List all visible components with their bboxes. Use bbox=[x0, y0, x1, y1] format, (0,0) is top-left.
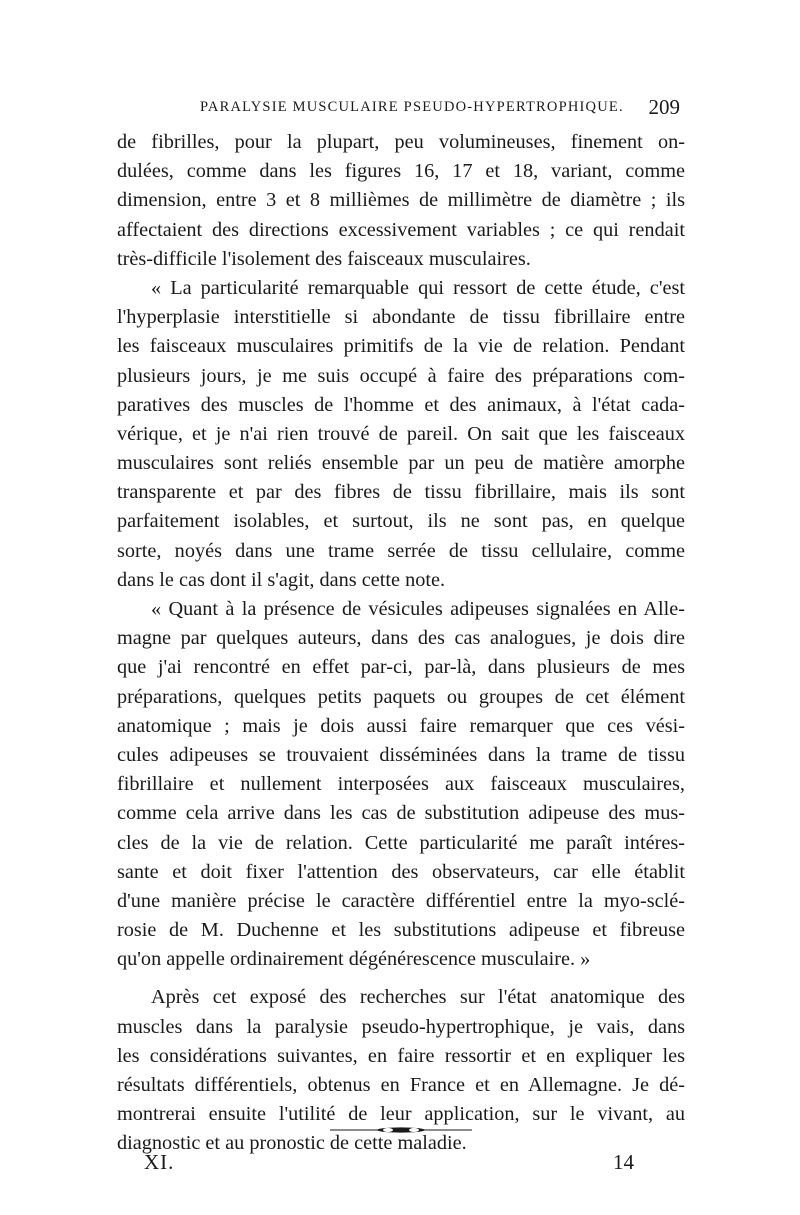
signature-mark: XI. bbox=[144, 1150, 175, 1174]
text-line: très-difficile l'isolement des faisceaux musculaires. bbox=[117, 247, 531, 270]
running-title: PARALYSIE MUSCULAIRE PSEUDO-HYPERTROPHIQUE. bbox=[200, 99, 624, 115]
text-line: résultats différentiels, obtenus en France et en Allemagne. Je dé- bbox=[117, 1074, 685, 1096]
text-line: muscles dans la paralysie pseudo-hypertrophique, je vais, dans bbox=[117, 1015, 685, 1038]
text-line: dans le cas dont il s'agit, dans cette note. bbox=[117, 568, 446, 591]
text-line: que j'ai rencontré en effet par-ci, par-là, dans plusieurs de mes bbox=[117, 656, 685, 679]
paragraph-gap bbox=[117, 974, 685, 983]
text-line: « La particularité remarquable qui ressort de cette étude, c'est bbox=[151, 276, 685, 299]
text-line: anatomique ; mais je dois aussi faire remarquer que ces vési- bbox=[117, 714, 685, 737]
paragraph bbox=[117, 128, 685, 274]
text-line: rosie de M. Duchenne et les substitutions adipeuse et fibreuse bbox=[117, 919, 685, 942]
paragraph bbox=[117, 274, 685, 595]
text-line: Après cet exposé des recherches sur l'état anatomique des bbox=[151, 986, 685, 1009]
text-line: musculaires sont reliés ensemble par un peu de matière amorphe bbox=[117, 452, 685, 475]
text-line: préparations, quelques petits paquets ou groupes de cet élément bbox=[117, 685, 685, 708]
page-number: 209 bbox=[648, 95, 680, 119]
text-line: magne par quelques auteurs, dans des cas analogues, je dois dire bbox=[117, 627, 685, 650]
paragraph bbox=[117, 595, 685, 974]
text-line: de fibrilles, pour la plupart, peu volumineuses, finement on- bbox=[117, 131, 685, 153]
text-line: cles de la vie de relation. Cette particularité me paraît intéres- bbox=[117, 831, 685, 854]
ornamental-rule bbox=[330, 1127, 472, 1133]
text-line: d'une manière précise le caractère différentiel entre la myo-sclé- bbox=[117, 889, 685, 912]
text-line: « Quant à la présence de vésicules adipeuses signalées en Alle- bbox=[151, 598, 685, 620]
text-line: plusieurs jours, je me suis occupé à faire des préparations com- bbox=[117, 364, 685, 387]
text-line: comme cela arrive dans les cas de substitution adipeuse des mus- bbox=[117, 802, 685, 825]
text-line: montrerai ensuite l'utilité de leur application, sur le vivant, au bbox=[117, 1103, 685, 1126]
text-line: fibrillaire et nullement interposées aux faisceaux musculaires, bbox=[117, 773, 685, 796]
body-text bbox=[117, 128, 685, 1159]
text-line: les faisceaux musculaires primitifs de la vie de relation. Pendant bbox=[117, 335, 685, 358]
sheet-number: 14 bbox=[613, 1150, 634, 1174]
text-line: diagnostic et au pronostic de cette maladie. bbox=[117, 1132, 467, 1155]
text-line: paratives des muscles de l'homme et des animaux, à l'état cada- bbox=[117, 393, 685, 416]
text-line: sorte, noyés dans une trame serrée de tissu cellulaire, comme bbox=[117, 539, 685, 562]
text-line: sante et doit fixer l'attention des observateurs, car elle établit bbox=[117, 860, 685, 883]
text-line: les considérations suivantes, en faire ressortir et en expliquer les bbox=[117, 1044, 685, 1067]
text-line: dimension, entre 3 et 8 millièmes de millimètre de diamètre ; ils bbox=[117, 189, 685, 212]
text-line: cules adipeuses se trouvaient disséminées dans la trame de tissu bbox=[117, 743, 685, 766]
text-line: affectaient des directions excessivement variables ; ce qui rendait bbox=[117, 218, 685, 241]
text-line: l'hyperplasie interstitielle si abondante de tissu fibrillaire entre bbox=[117, 306, 685, 329]
text-line: qu'on appelle ordinairement dégénérescence musculaire. » bbox=[117, 948, 591, 971]
text-line: vérique, et je n'ai rien trouvé de pareil. On sait que les faisceaux bbox=[117, 422, 685, 445]
text-line: transparente et par des fibres de tissu fibrillaire, mais ils sont bbox=[117, 481, 685, 504]
running-head bbox=[117, 95, 682, 121]
text-line: dulées, comme dans les figures 16, 17 et 18, variant, comme bbox=[117, 160, 685, 183]
text-line: parfaitement isolables, et surtout, ils ne sont pas, en quelque bbox=[117, 510, 685, 533]
